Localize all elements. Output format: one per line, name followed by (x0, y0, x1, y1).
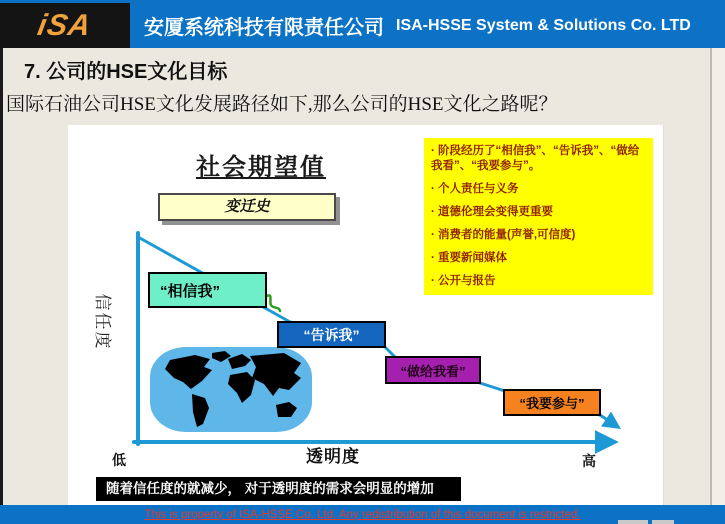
step-involve-me: “我要参与” (503, 389, 601, 416)
notes-bullet-list (431, 144, 646, 289)
slide-left-edge (0, 48, 3, 505)
page-edge-line (710, 48, 712, 505)
viewer-scrollbar-fragment[interactable] (652, 520, 674, 524)
footer-bar (0, 505, 725, 524)
property-notice: This is property of ISA-HSSE Co. Ltd. Any redistribution of this document is restricted. (144, 508, 581, 521)
notes-box (424, 138, 653, 295)
note-bullet: · 道德伦理会变得更重要 (431, 205, 646, 220)
legend-box-history: 变迁史 (158, 193, 336, 221)
company-name-cn: 安厦系统科技有限责任公司 (144, 17, 384, 39)
note-bullet: · 重要新闻媒体 (431, 251, 646, 266)
step-tell-me: “告诉我” (277, 321, 386, 348)
x-axis-label: 透明度 (306, 447, 360, 466)
step-show-me: “做给我看” (385, 356, 481, 384)
note-bullet: · 个人责任与义务 (431, 182, 646, 197)
note-bullet: · 消费者的能量(声誉,可信度) (431, 228, 646, 243)
chart-title: 社会期望值 (196, 155, 326, 181)
isa-logo: iSA (35, 8, 95, 42)
world-map-image (150, 347, 312, 432)
slide-subtitle: 国际石油公司HSE文化发展路径如下,那么公司的HSE文化之路呢？ (6, 94, 558, 115)
y-axis-label: 信任度 (93, 293, 112, 351)
note-bullet: · 公开与报告 (431, 274, 646, 289)
x-axis-low-label: 低 (112, 454, 126, 469)
step-trust-me: “相信我” (148, 272, 267, 308)
viewer-scrollbar-fragment[interactable] (618, 520, 648, 524)
note-bullet: · 阶段经历了“相信我”、“告诉我”、“做给我看”、“我要参与”。 (431, 144, 646, 174)
company-name-en: ISA-HSSE System & Solutions Co. LTD (396, 16, 691, 34)
x-axis-high-label: 高 (582, 455, 596, 470)
slide-title: 7. 公司的HSE文化目标 (24, 61, 228, 83)
header-bar (130, 3, 725, 48)
conclusion-banner: 随着信任度的就减少， 对于透明度的需求会明显的增加 (96, 477, 461, 501)
page-margin (712, 48, 725, 505)
company-logo-block (0, 3, 130, 48)
